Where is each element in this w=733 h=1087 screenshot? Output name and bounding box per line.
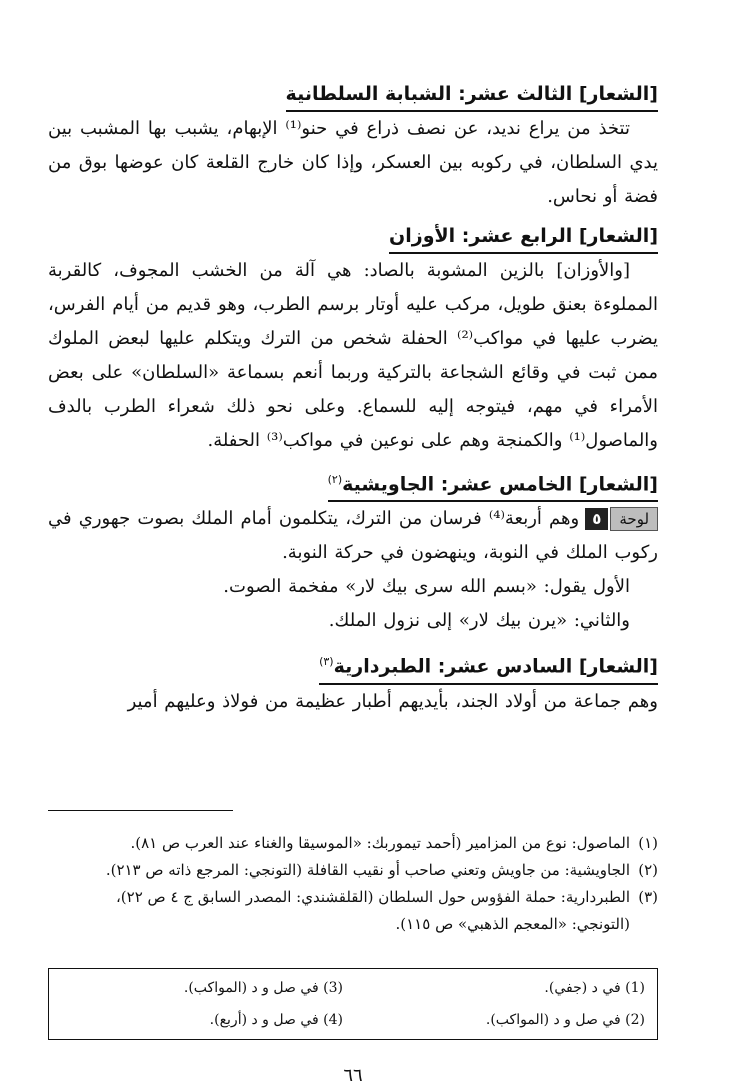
section-13 xyxy=(48,78,658,214)
variant-note: (3) في صل و د (المواكب). xyxy=(183,980,343,996)
footnote-number: (٢) xyxy=(638,861,658,879)
section-paragraph: [والأوزان] بالزين المشوبة بالصاد: هي آلة من الخشب المجوف، كالقربة المملوءة بعنق طويل، مركب عليه أوتار برسم الطرب، وهو قديم من أيام الفرس، يضرب عليها في مواكب⁽²⁾ الحفلة شخص من الترك ويتكلم عليها لبعض الملوك ممن ثبت في وقائع الشجاعة بالتركية وربما أنعم بسماعة «السلطان» على بعض الأمراء في مهم، فيتوجه إليه للسماع. وعلى نحو ذلك شعراء الطرب بالدف والماصول⁽¹⁾ والكمنجة وهم على نوعين في مواكب⁽³⁾ الحفلة. xyxy=(48,260,658,451)
footnote-divider xyxy=(48,810,233,811)
section-paragraph: تتخذ من يراع نديد، عن نصف ذراع في حنو⁽¹⁾ الإبهام، يشبب بها المشبب بين يدي السلطان، في ركوبه بين العسكر، وإذا كان خارج القلعة كان عوضها بوق من فضة أو نحاس. xyxy=(48,118,658,207)
section-heading xyxy=(319,646,658,684)
footnote-continuation: (التونجي: «المعجم الذهبي» ص ١١٥). xyxy=(395,915,630,933)
plate-number: ٥ xyxy=(585,508,608,530)
section-paragraph xyxy=(48,502,658,570)
section-heading xyxy=(328,464,658,502)
heading-footnote-ref: (٣) xyxy=(319,655,334,669)
section-paragraph: وهم جماعة من أولاد الجند، بأيديهم أطبار عظيمة من فولاذ وعليهم أمير xyxy=(127,690,658,712)
section-paragraph: والثاني: «يرن بيك لار» إلى نزول الملك. xyxy=(328,610,630,632)
plate-reference xyxy=(585,507,658,531)
section-16 xyxy=(48,646,658,718)
footnote xyxy=(48,857,658,884)
footnotes xyxy=(48,830,658,938)
footnote-number: (١) xyxy=(638,834,658,852)
section-14 xyxy=(48,220,658,458)
section-paragraph-text: وهم أربعة⁽⁴⁾ فرسان من الترك، يتكلمون أمام الملك بصوت جهوري في ركوب الملك في النوبة، وينهضون في حركة النوبة. xyxy=(48,508,658,564)
page-number: ٦٦ xyxy=(343,1065,363,1086)
footnote-text: الماصول: نوع من المزامير (أحمد تيموربك: «الموسيقا والغناء عند العرب ص ٨١). xyxy=(130,834,630,852)
footnote xyxy=(48,830,658,857)
variant-note: (4) في صل و د (أربع). xyxy=(209,1012,343,1028)
heading-footnote-ref: (٢) xyxy=(327,473,343,486)
footnote-number: (٣) xyxy=(638,888,658,906)
footnote xyxy=(48,884,658,911)
section-heading: [الشعار] الثالث عشر: الشبابة السلطانية xyxy=(286,78,658,112)
footnote-text: الطبردارية: حملة الفؤوس حول السلطان (القلقشندي: المصدر السابق ج ٤ ص ٢٢)، xyxy=(115,888,630,906)
footnote-text: الجاويشية: من جاويش وتعني صاحب أو نقيب القافلة (التونجي: المرجع ذاته ص ٢١٣). xyxy=(105,861,630,879)
page xyxy=(48,70,658,1087)
variant-note: (1) في د (جفي). xyxy=(544,980,645,996)
section-paragraph: الأول يقول: «بسم الله سرى بيك لار» مفخمة الصوت. xyxy=(223,576,630,598)
section-heading-text: [الشعار] الخامس عشر: الجاويشية xyxy=(342,473,658,496)
manuscript-variants-box xyxy=(48,968,658,1040)
section-heading-text: [الشعار] السادس عشر: الطبردارية xyxy=(333,655,658,678)
section-15 xyxy=(48,464,658,638)
variant-note: (2) في صل و د (المواكب). xyxy=(485,1012,645,1028)
plate-label: لوحة xyxy=(610,507,658,531)
section-heading: [الشعار] الرابع عشر: الأوزان xyxy=(389,220,658,254)
